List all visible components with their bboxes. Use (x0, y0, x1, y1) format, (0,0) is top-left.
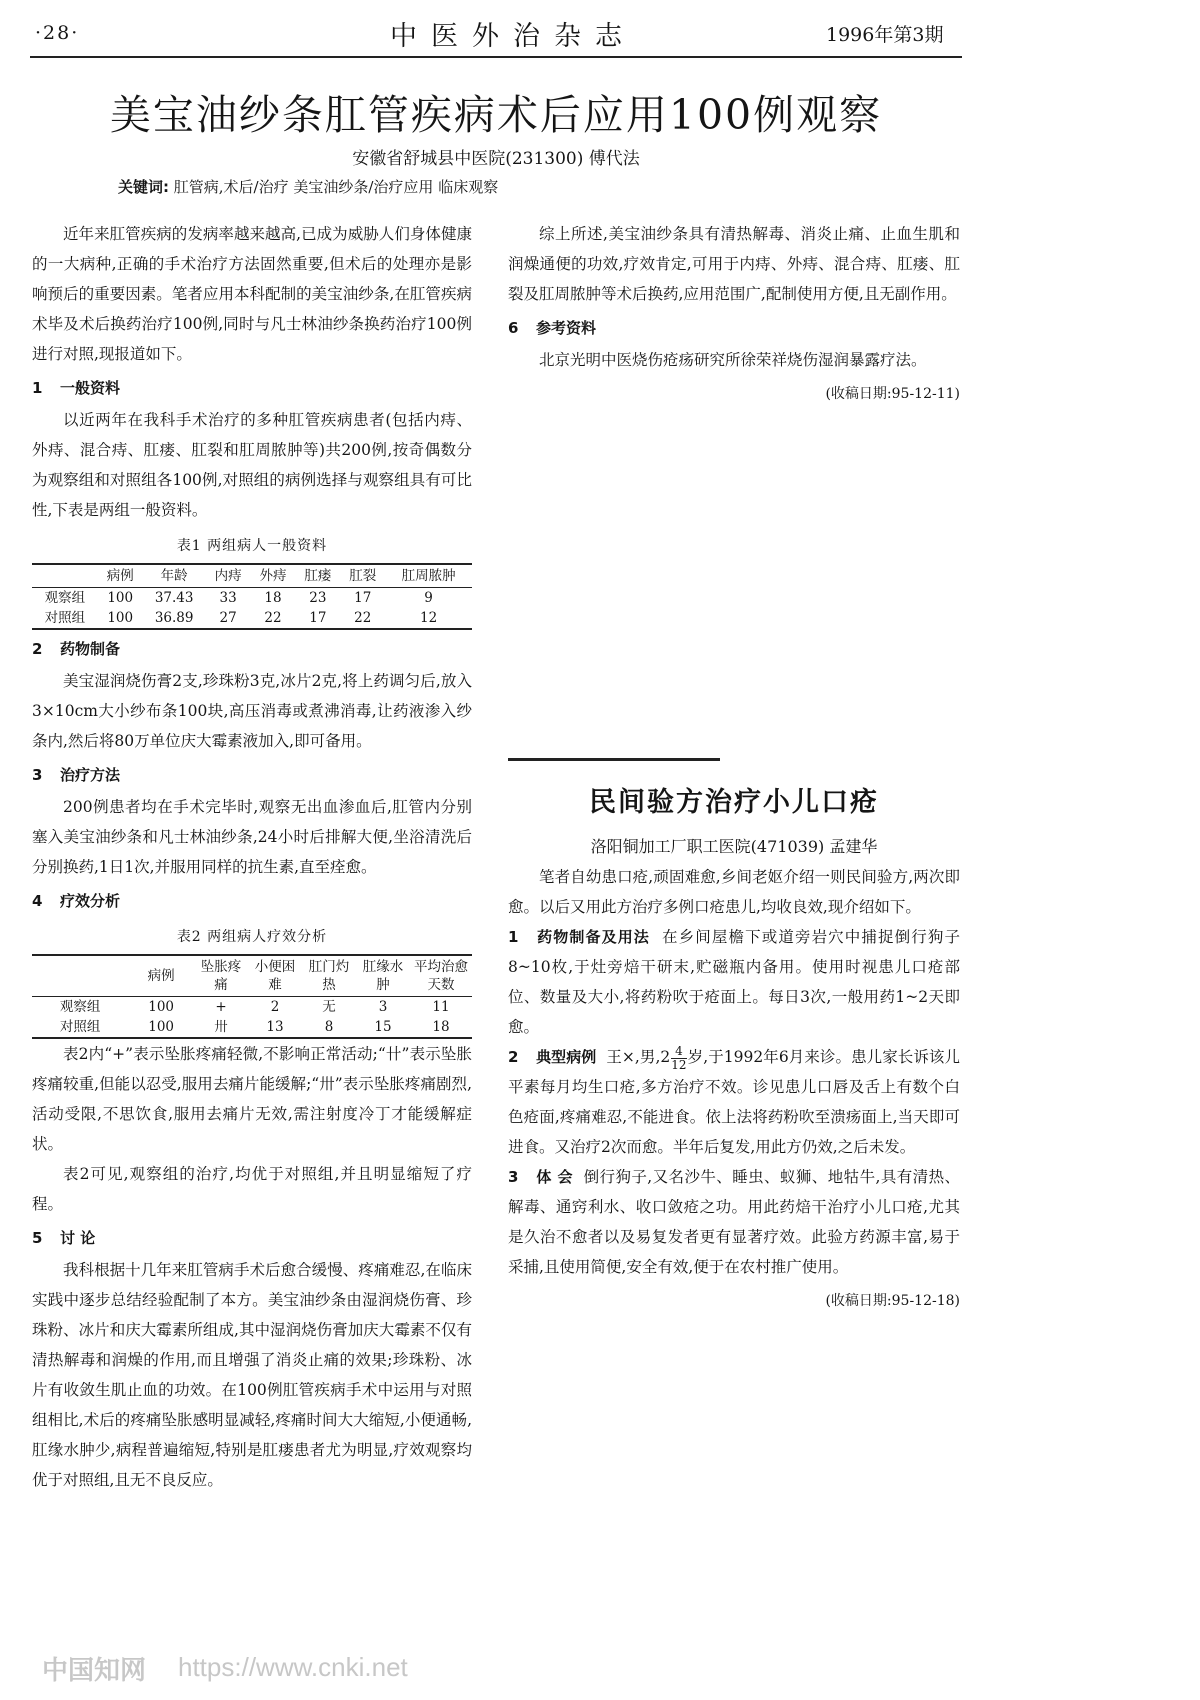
section-heading: 2 药物制备 (32, 640, 121, 658)
section-heading: 1 一般资料 (32, 379, 121, 397)
section-paragraph: 1 药物制备及用法 在乡间屋檐下或道旁岩穴中捕捉倒行狗子8~10枚,于灶旁焙干研末,贮磁瓶内备用。使用时视患儿口疮部位、数量及大小,将药粉吹于疮面上。每日3次,一般用药1~2天即愈。 (508, 928, 960, 1036)
table-header (32, 955, 128, 997)
received-date: (收稿日期:95-12-18) (825, 1293, 960, 1309)
table-row: 对照组 100 36.89 27 22 17 22 12 (32, 608, 472, 629)
intro-paragraph: 近年来肛管疾病的发病率越来越高,已成为威胁人们身体健康的一大病种,正确的手术治疗方法固然重要,但术后的处理亦是影响预后的重要因素。笔者应用本科配制的美宝油纱条,在肛管疾病术毕及术后换药治疗100例,同时与凡士林油纱条换药治疗100例进行对照,现报道如下。 (32, 225, 472, 363)
table-header: 内痔 (206, 564, 251, 588)
table-header: 外痔 (251, 564, 296, 588)
table1 (32, 563, 472, 630)
section-heading: 5 讨 论 (32, 1229, 96, 1247)
article2-title: 民间验方治疗小儿口疮 (589, 787, 879, 818)
keywords-line (118, 176, 498, 197)
left-column (32, 219, 472, 1495)
table-header: 平均治愈天数 (410, 955, 472, 997)
section-paragraph: 美宝湿润烧伤膏2支,珍珠粉3克,冰片2克,将上药调匀后,放入3×10cm大小纱布条100块,高压消毒或煮沸消毒,让药液渗入纱条内,然后将80万单位庆大霉素液加入,即可备用。 (32, 672, 472, 750)
article-divider (508, 758, 720, 761)
table-header (32, 564, 98, 588)
table2-caption: 表2 两组病人疗效分析 (176, 929, 328, 945)
section-paragraph: 3 体 会 倒行狗子,又名沙牛、睡虫、蚁狮、地牯牛,具有清热、解毒、通窍利水、收口敛疮之功。用此药焙干治疗小儿口疮,尤其是久治不愈者以及易复发者更有显著疗效。此验方药源丰富,易于采捕,且使用简便,安全有效,便于在农村推广使用。 (508, 1168, 961, 1276)
article-title: 美宝油纱条肛管疾病术后应用100例观察 (109, 91, 883, 139)
table-header: 小便困难 (248, 955, 302, 997)
table-header: 年龄 (143, 564, 206, 588)
article2-body (508, 862, 960, 1316)
table-header: 肛瘘 (295, 564, 340, 588)
keywords-label: 关键词: (118, 178, 169, 196)
article-byline: 安徽省舒城县中医院(231300) 傅代法 (352, 149, 640, 169)
section-paragraph: 我科根据十几年来肛管病手术后愈合缓慢、疼痛难忍,在临床实践中逐步总结经验配制了本方。美宝油纱条由湿润烧伤膏、珍珠粉、冰片和庆大霉素所组成,其中湿润烧伤膏加庆大霉素不仅有清热解毒和润燥的作用,而且增强了消炎止痛的效果;珍珠粉、冰片有收敛生肌止血的功效。在100例肛管疾病手术中运用与对照组相比,术后的疼痛坠胀感明显减轻,疼痛时间大大缩短,小便通畅,肛缘水肿少,病程普遍缩短,特别是肛瘘患者尤为明显,疗效观察均优于对照组,且无不良反应。 (32, 1261, 472, 1489)
section-paragraph: 表2可见,观察组的治疗,均优于对照组,并且明显缩短了疗程。 (32, 1165, 472, 1213)
intro-paragraph: 笔者自幼患口疮,顽固难愈,乡间老妪介绍一则民间验方,两次即愈。以后又用此方治疗多例口疮患儿,均收良效,现介绍如下。 (508, 868, 960, 916)
right-column (508, 219, 960, 409)
table-header: 肛周脓肿 (385, 564, 472, 588)
section-heading: 6 参考资料 (508, 319, 597, 337)
issue-label: 1996年第3期 (826, 24, 944, 46)
section-heading: 3 治疗方法 (32, 766, 121, 784)
table1-caption: 表1 两组病人一般资料 (176, 538, 328, 554)
article2-byline: 洛阳铜加工厂职工医院(471039) 孟建华 (590, 837, 878, 856)
section-heading: 4 疗效分析 (32, 892, 121, 910)
table-header: 肛门灼热 (302, 955, 356, 997)
table-row: 对照组 100 卅 13 8 15 18 (32, 1017, 472, 1038)
journal-name: 中医外治杂志 (390, 21, 636, 52)
age-fraction: $\frac{4}{12}$ (671, 1043, 687, 1072)
table-header: 病例 (98, 564, 143, 588)
table-header: 病例 (128, 955, 194, 997)
table2 (32, 954, 472, 1039)
section-paragraph: 表2内“+”表示坠胀疼痛轻微,不影响正常活动;“卄”表示坠胀疼痛较重,但能以忍受,服用去痛片能缓解;“卅”表示坠胀疼痛剧烈,活动受限,不思饮食,服用去痛片无效,需注射度冷丁才能缓解症状。 (32, 1045, 472, 1153)
section-paragraph: 以近两年在我科手术治疗的多种肛管疾病患者(包括内痔、外痔、混合痔、肛瘘、肛裂和肛周脓肿等)共200例,按奇偶数分为观察组和对照组各100例,对照组的病例选择与观察组具有可比性,下表是两组一般资料。 (32, 411, 472, 519)
keywords-text: 肛管病,术后/治疗 美宝油纱条/治疗应用 临床观察 (173, 178, 499, 196)
page-number: ·28· (35, 22, 80, 44)
table-header: 肛裂 (340, 564, 385, 588)
table-row: 观察组 100 + 2 无 3 11 (59, 999, 450, 1015)
table-header: 坠胀疼痛 (194, 955, 248, 997)
section-paragraph: 综上所述,美宝油纱条具有清热解毒、消炎止痛、止血生肌和润燥通便的功效,疗效肯定,可用于内痔、外痔、混合痔、肛瘘、肛裂及肛周脓肿等术后换药,应用范围广,配制使用方便,且无副作用。 (508, 225, 960, 303)
received-date: (收稿日期:95-12-11) (825, 386, 960, 402)
section-paragraph: 2 典型病例 王×,男,2 $\frac{4}{12}$ 岁,于1992年6月来诊。患儿家长诉该儿平素每月均生口疮,多方治疗不效。诊见患儿口唇及舌上有数个白色疮面,疼痛难忍,不能进食。依上法将药粉吹至溃疡面上,当天即可进食。又治疗2次而愈。半年后复发,用此方仍效,之后未发。 (508, 1043, 960, 1156)
header-rule (30, 56, 962, 58)
cnki-url[interactable]: https://www.cnki.net (178, 1652, 408, 1682)
cnki-logo: 中国知网 (42, 1656, 147, 1686)
reference-text: 北京光明中医烧伤疮疡研究所徐荣祥烧伤湿润暴露疗法。 (539, 351, 927, 369)
table-header: 肛缘水肿 (356, 955, 410, 997)
table-row: 观察组 100 37.43 33 18 23 17 9 (44, 590, 433, 606)
section-paragraph: 200例患者均在手术完毕时,观察无出血渗血后,肛管内分别塞入美宝油纱条和凡士林油纱条,24小时后排解大便,坐浴清洗后分别换药,1日1次,并服用同样的抗生素,直至痊愈。 (32, 798, 472, 876)
